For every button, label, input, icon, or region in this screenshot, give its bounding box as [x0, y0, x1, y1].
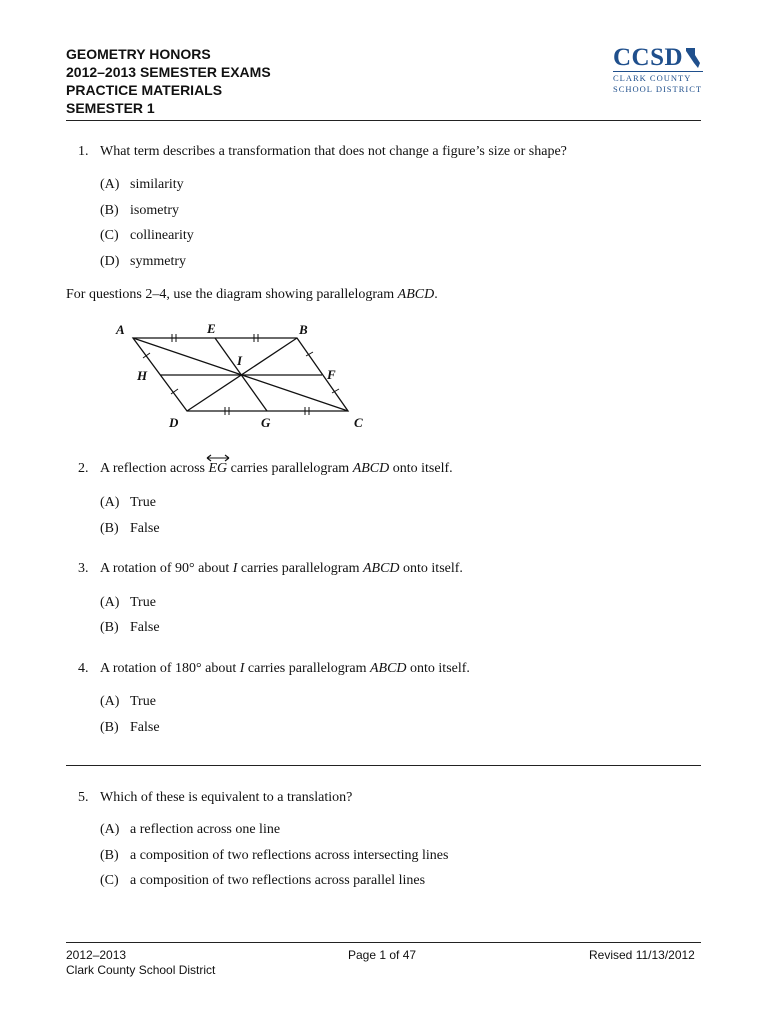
logo-district-line1: CLARK COUNTY — [613, 71, 703, 84]
q1-option-c[interactable]: (C) collinearity — [100, 228, 194, 243]
parallelogram-diagram — [110, 318, 380, 436]
footer-rule — [66, 942, 701, 943]
ccsd-logo — [613, 46, 703, 95]
footer-district: Clark County School District — [66, 963, 216, 977]
q4-option-b[interactable]: (B) False — [100, 720, 160, 735]
header-materials: PRACTICE MATERIALS — [66, 82, 223, 98]
q5-option-c[interactable]: (C) a composition of two reflections across parallel lines — [100, 873, 426, 888]
header-course: GEOMETRY HONORS — [66, 46, 211, 62]
diagram-intro: For questions 2–4, use the diagram showing parallelogram ABCD. — [66, 287, 438, 302]
label-b: B — [299, 322, 308, 337]
label-i: I — [237, 353, 243, 368]
footer-revised-date: Revised 11/13/2012 — [589, 948, 695, 962]
label-c: C — [354, 415, 363, 430]
q1-option-a[interactable]: (A) similarity — [100, 177, 184, 192]
q5-option-b[interactable]: (B) a composition of two reflections across intersecting lines — [100, 848, 449, 863]
question-5: 5. Which of these is equivalent to a translation? — [78, 790, 353, 805]
question-number: 1. — [78, 144, 89, 159]
double-arrow-icon — [206, 454, 230, 462]
label-d: D — [169, 415, 179, 430]
footer-page-number: Page 1 of 47 — [348, 948, 417, 962]
label-e: E — [207, 321, 216, 336]
label-g: G — [261, 415, 271, 430]
label-h: H — [137, 368, 148, 383]
logo-text: CCSD — [613, 44, 684, 71]
question-1 — [78, 144, 567, 160]
question-text: What term describes a transformation that does not change a figure’s size or shape? — [100, 144, 567, 159]
question-3: 3. A rotation of 90° about I carries parallelogram ABCD onto itself. — [78, 561, 463, 576]
header-rule — [66, 120, 701, 121]
question-2: 2. A reflection across EG carries parallelogram ABCD onto itself. — [78, 461, 453, 477]
section-divider — [66, 765, 701, 766]
label-a: A — [116, 322, 125, 337]
nevada-state-icon — [685, 47, 701, 69]
q1-option-d[interactable]: (D) symmetry — [100, 254, 186, 269]
document-header — [66, 45, 271, 117]
q5-option-a[interactable]: (A) a reflection across one line — [100, 822, 281, 837]
q4-option-a[interactable]: (A) True — [100, 694, 156, 709]
header-semester: SEMESTER 1 — [66, 100, 155, 116]
footer-year: 2012–2013 — [66, 948, 127, 962]
question-4: 4. A rotation of 180° about I carries parallelogram ABCD onto itself. — [78, 661, 470, 676]
q2-option-a[interactable]: (A) True — [100, 495, 156, 510]
header-exam: 2012–2013 SEMESTER EXAMS — [66, 64, 271, 80]
q3-option-b[interactable]: (B) False — [100, 620, 160, 635]
q3-option-a[interactable]: (A) True — [100, 595, 156, 610]
line-eg-notation: EG — [208, 461, 227, 477]
q1-option-b[interactable]: (B) isometry — [100, 203, 179, 218]
logo-district-line2: SCHOOL DISTRICT — [613, 84, 703, 94]
label-f: F — [327, 367, 336, 382]
q2-option-b[interactable]: (B) False — [100, 521, 160, 536]
